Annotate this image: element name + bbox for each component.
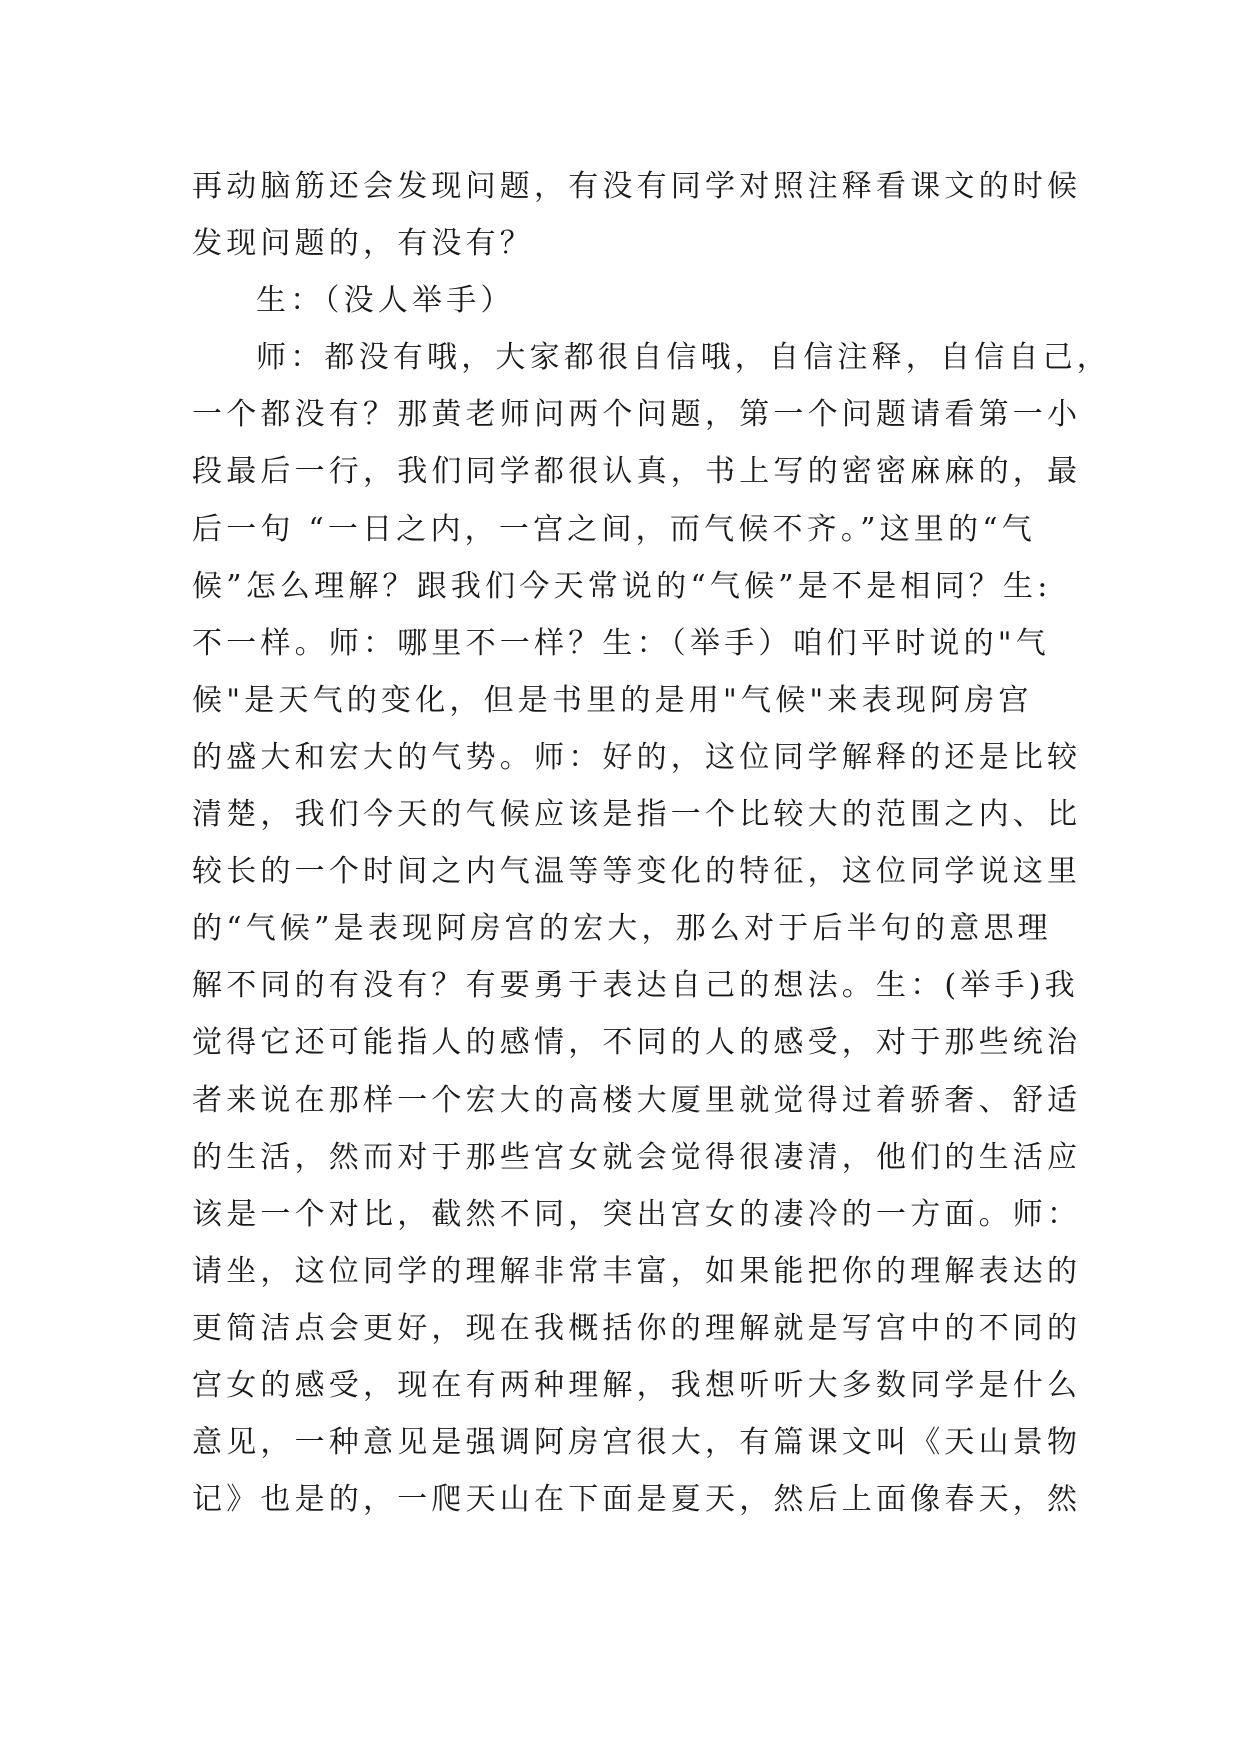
text-line: 再动脑筋还会发现问题，有没有同学对照注释看课文的时候 — [192, 169, 1082, 204]
text-line: 后一句 “一日之内，一宫之间，而气候不齐。”这里的“气 — [192, 511, 1036, 547]
text-line: 一个都没有？那黄老师问两个问题，第一个问题请看第一小 — [192, 397, 1082, 433]
body-text — [192, 158, 1111, 1528]
text-line: 师：都没有哦，大家都很自信哦，自信注释，自信自己， — [256, 340, 1111, 376]
text-line: 宫女的感受，现在有两种理解，我想听听大多数同学是什么 — [192, 1367, 1082, 1403]
text-line: 意见，一种意见是强调阿房宫很大，有篇课文叫《天山景物 — [192, 1425, 1082, 1461]
text-line: 较长的一个时间之内气温等等变化的特征，这位同学说这里 — [192, 854, 1082, 890]
text-line: 发现问题的，有没有？ — [192, 226, 534, 262]
text-line: 不一样。师：哪里不一样？生：（举手）咱们平时说的"气 — [192, 625, 1050, 661]
text-line: 请坐，这位同学的理解非常丰富，如果能把你的理解表达的 — [192, 1253, 1082, 1289]
text-line: 候”怎么理解？跟我们今天常说的“气候”是不是相同？生: — [192, 568, 1052, 604]
text-line: 的盛大和宏大的气势。师：好的，这位同学解释的还是比较 — [192, 739, 1082, 775]
text-line: 段最后一行，我们同学都很认真，书上写的密密麻麻的，最 — [192, 454, 1082, 490]
text-line: 更简洁点会更好，现在我概括你的理解就是写宫中的不同的 — [192, 1310, 1082, 1346]
text-line: 觉得它还可能指人的感情，不同的人的感受，对于那些统治 — [192, 1025, 1082, 1061]
text-line: 该是一个对比，截然不同，突出宫女的凄冷的一方面。师： — [192, 1196, 1082, 1232]
text-line: 的生活，然而对于那些宫女就会觉得很凄清，他们的生活应 — [192, 1139, 1082, 1175]
text-line: 记》也是的，一爬天山在下面是夏天，然后上面像春天，然 — [192, 1482, 1082, 1518]
text-line: 解不同的有没有？有要勇于表达自己的想法。生：(举手)我 — [192, 968, 1079, 1004]
text-line: 清楚，我们今天的气候应该是指一个比较大的范围之内、比 — [192, 797, 1082, 833]
text-line: 生：（没人举手） — [256, 283, 515, 319]
text-line: 候"是天气的变化，但是书里的是用"气候"来表现阿房宫 — [192, 682, 1033, 718]
text-line: 者来说在那样一个宏大的高楼大厦里就觉得过着骄奢、舒适 — [192, 1082, 1082, 1118]
text-line: 的“气候”是表现阿房宫的宏大，那么对于后半句的意思理 — [192, 911, 1052, 947]
